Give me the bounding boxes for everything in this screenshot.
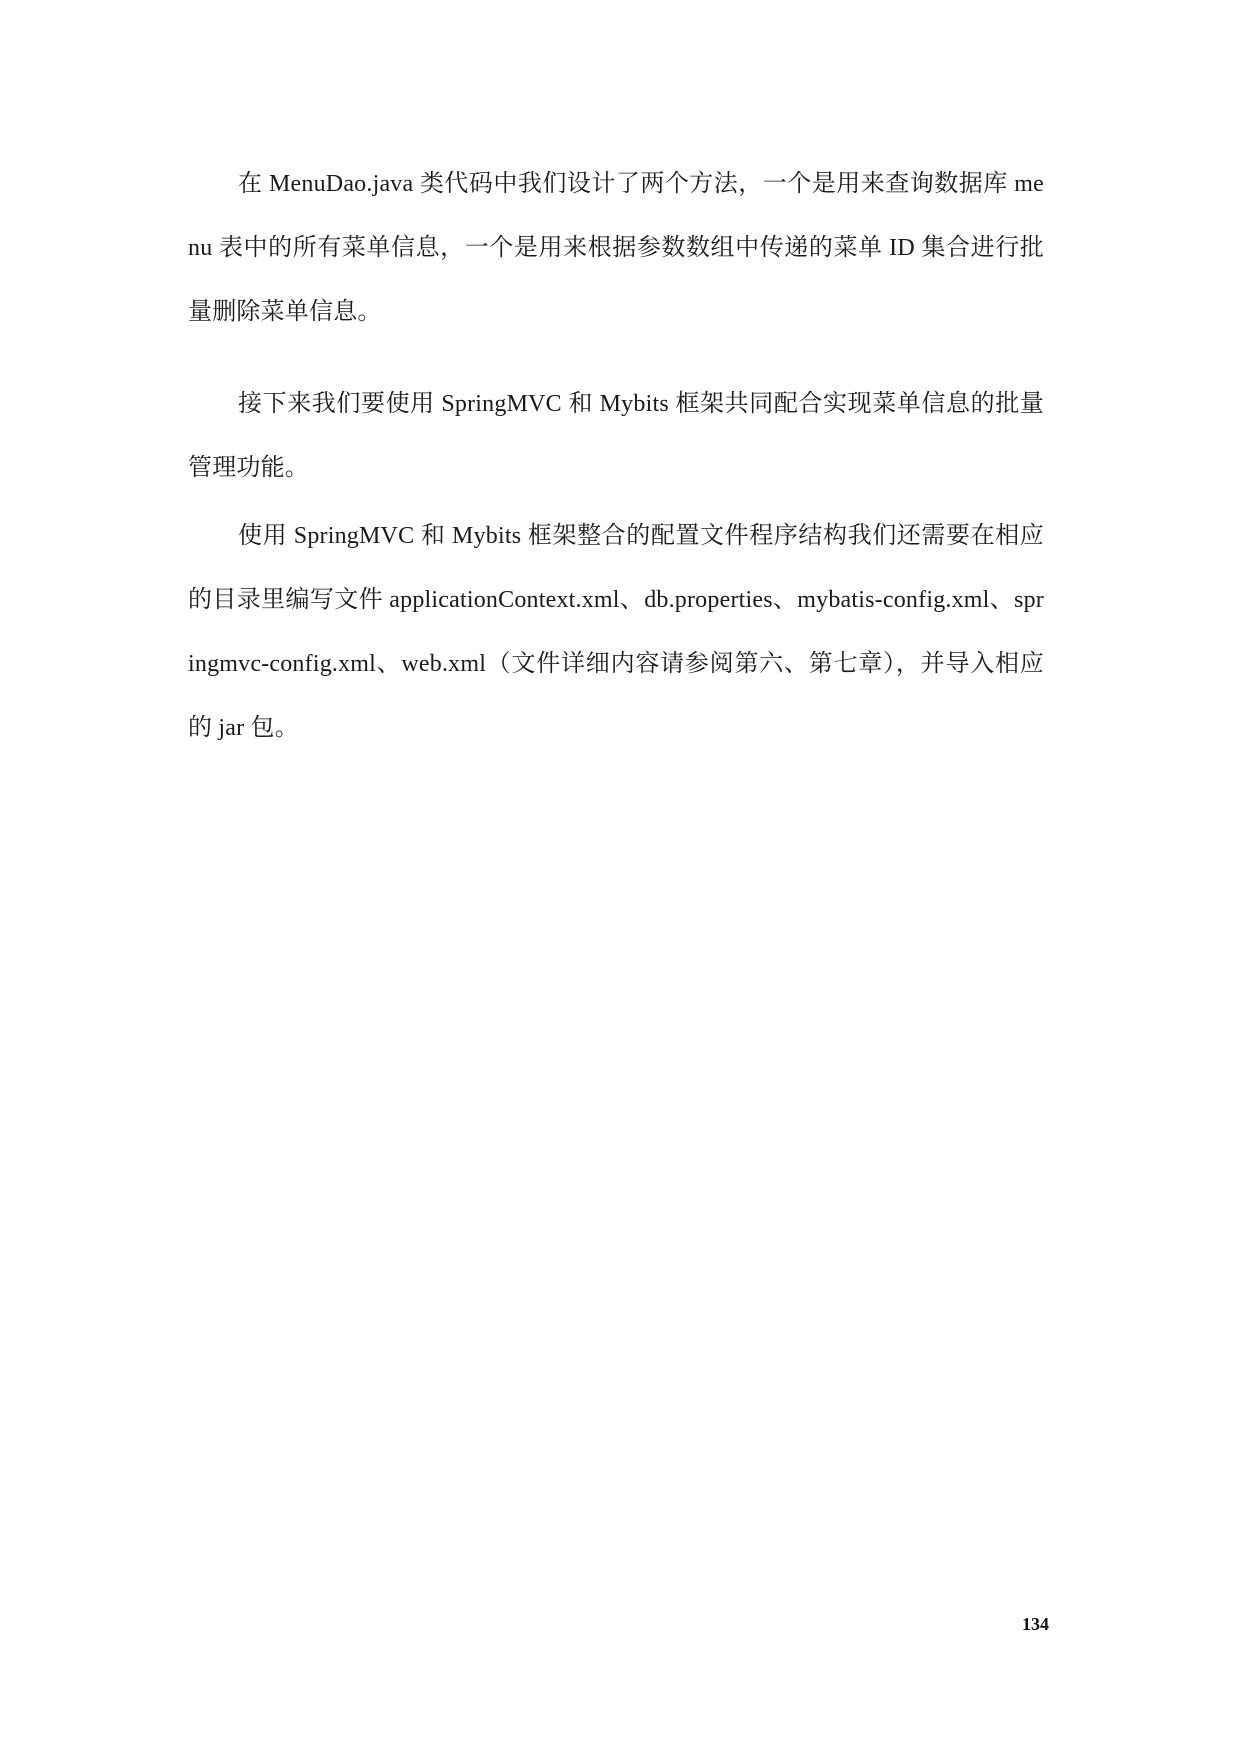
paragraph-springmvc-intro: 接下来我们要使用 SpringMVC 和 Mybits 框架共同配合实现菜单信息的批量管理功能。 [188, 391, 1044, 481]
page-body [188, 152, 1044, 760]
paragraph-menudao-methods: 在 MenuDao.java 类代码中我们设计了两个方法，一个是用来查询数据库 menu 表中的所有菜单信息，一个是用来根据参数数组中传递的菜单 ID 集合进行批量删除菜单信息。 [188, 171, 1044, 325]
paragraph-config-files: 使用 SpringMVC 和 Mybits 框架整合的配置文件程序结构我们还需要在相应的目录里编写文件 applicationContext.xml、db.properties、mybatis-config.xml、springmvc-config.xml、web.xml（文件详细内容请参阅第六、第七章），并导入相应的 jar 包。 [188, 523, 1044, 741]
page-number: 134 [1022, 1614, 1049, 1634]
